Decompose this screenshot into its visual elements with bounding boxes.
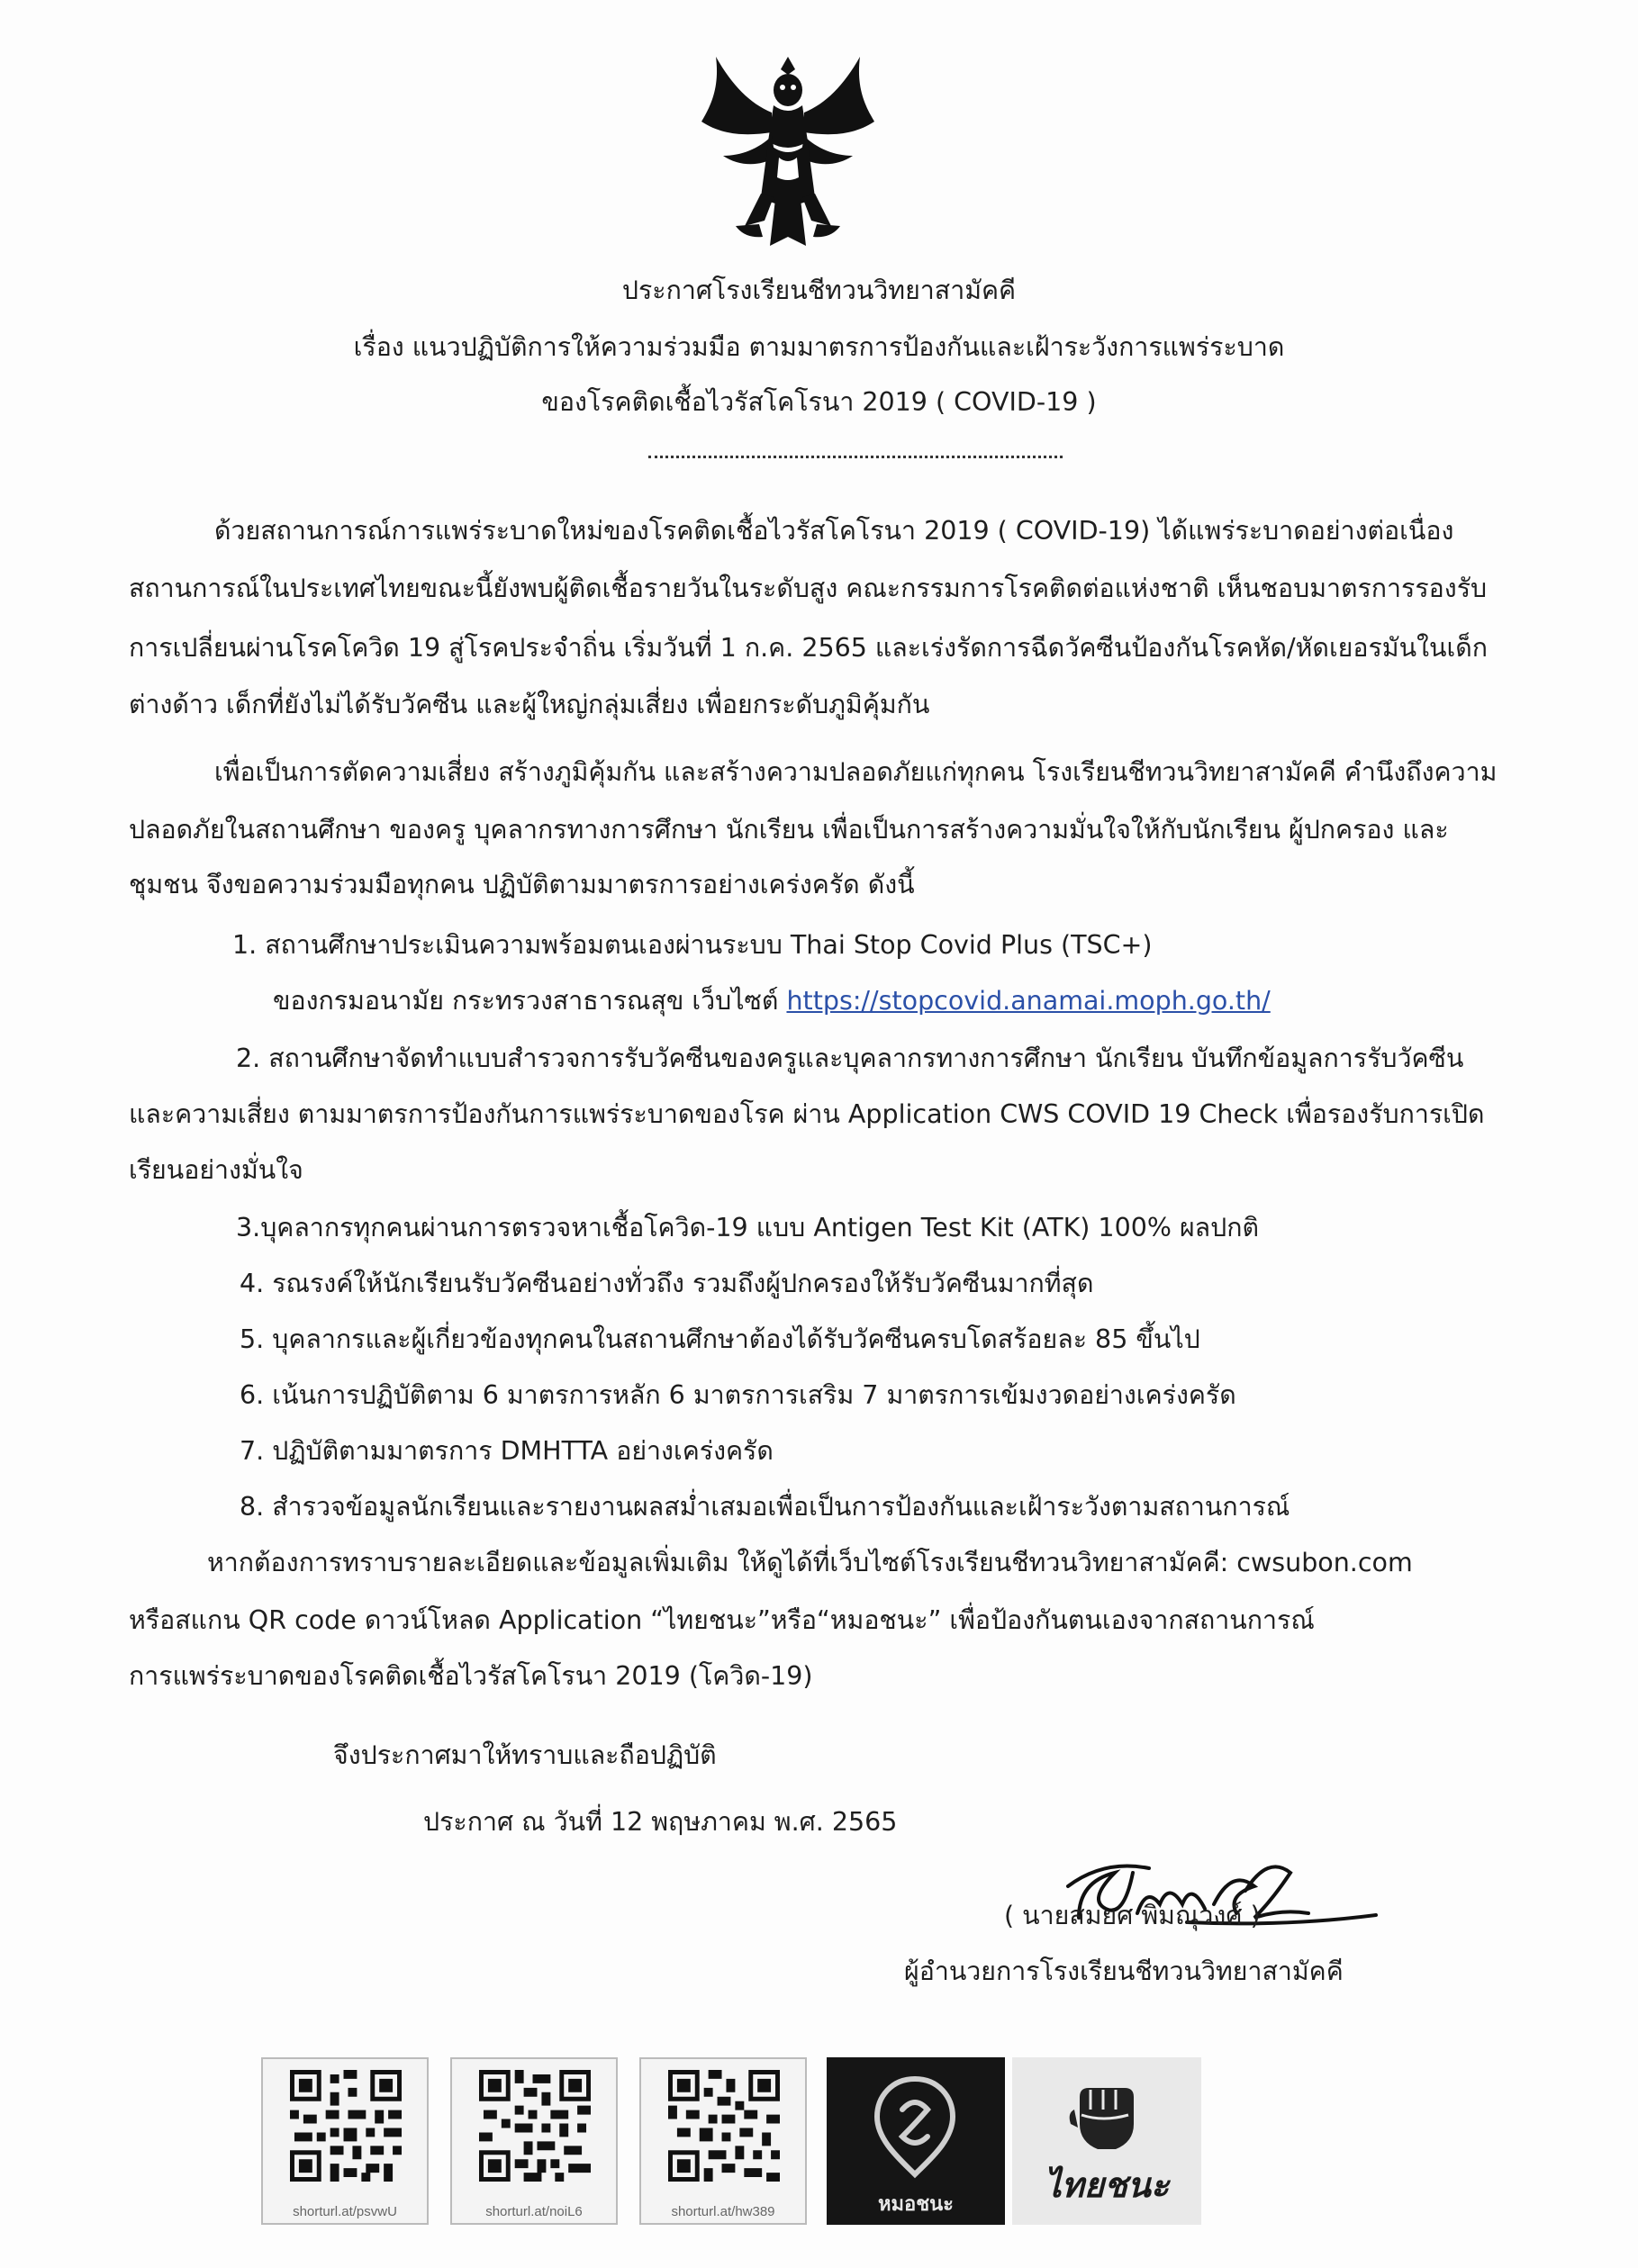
list-item-3: 3.บุคลากรทุกคนผ่านการตรวจหาเชื้อโควิด-19 แบบ Antigen Test Kit (ATK) 100% ผลปกติ: [236, 1213, 1259, 1242]
thai-chana-fist-icon: [1062, 2070, 1152, 2160]
thai-chana-app-logo[interactable]: [1012, 2057, 1201, 2225]
mor-chana-logo-icon: [870, 2074, 960, 2182]
qr-code-icon: [668, 2070, 780, 2182]
list-item-6: 6. เน้นการปฏิบัติตาม 6 มาตรการหลัก 6 มาตรการเสริม 7 มาตรการเข้มงวดอย่างเคร่งครัด: [240, 1380, 1236, 1410]
announce-text: จึงประกาศมาให้ทราบและถือปฏิบัติ: [333, 1740, 717, 1770]
mor-chana-label: หมอชนะ: [877, 2193, 954, 2216]
signer-title: ผู้อำนวยการโรงเรียนชีทวนวิทยาสามัคคี: [904, 1956, 1344, 1986]
qr-code-icon: [479, 2070, 591, 2182]
qr-code-1-caption: shorturl.at/psvwU: [293, 2204, 397, 2219]
qr-code-1[interactable]: [261, 2057, 429, 2225]
paragraph-3-line-1: หากต้องการทราบรายละเอียดและข้อมูลเพิ่มเติม ให้ดูได้ที่เว็บไซต์โรงเรียนชีทวนวิทยาสามัคคี: cwsubon.com: [207, 1548, 1413, 1577]
paragraph-1-line-4: ต่างด้าว เด็กที่ยังไม่ได้รับวัคซีน และผู้ใหญ่กลุ่มเสี่ยง เพื่อยกระดับภูมิคุ้มกัน: [129, 690, 930, 719]
list-item-8: 8. สำรวจข้อมูลนักเรียนและรายงานผลสม่ำเสมอเพื่อเป็นการป้องกันและเฝ้าระวังตามสถานการณ์: [240, 1492, 1290, 1522]
paragraph-2-line-1: เพื่อเป็นการตัดความเสี่ยง สร้างภูมิคุ้มกัน และสร้างความปลอดภัยแก่ทุกคน โรงเรียนชีทวนวิทยาสามัคคี คำนึงถึงความ: [214, 757, 1498, 787]
list-item-7: 7. ปฏิบัติตามมาตรการ DMHTTA อย่างเคร่งครัด: [240, 1436, 774, 1466]
signer-name: ( นายสมยศ พิมณุวงศ์ ): [1004, 1901, 1261, 1930]
list-item-2-line-2: และความเสี่ยง ตามมาตรการป้องกันการแพร่ระบาดของโรค ผ่าน Application CWS COVID 19 Check เพื่อรองรับการเปิด: [129, 1099, 1485, 1129]
subject-line-1: เรื่อง แนวปฏิบัติการให้ความร่วมมือ ตามมาตรการป้องกันและเฝ้าระวังการแพร่ระบาด: [353, 332, 1285, 362]
announcement-title: ประกาศโรงเรียนชีทวนวิทยาสามัคคี: [621, 276, 1017, 305]
paragraph-1-line-2: สถานการณ์ในประเทศไทยขณะนี้ยังพบผู้ติดเชื้อรายวันในระดับสูง คณะกรรมการโรคติดต่อแห่งชาติ เห็นชอบมาตรการรองรับ: [129, 574, 1488, 603]
mor-chana-app-logo[interactable]: [827, 2057, 1005, 2225]
list-item-5: 5. บุคลากรและผู้เกี่ยวข้องทุกคนในสถานศึกษาต้องได้รับวัคซีนครบโดสร้อยละ 85 ขึ้นไป: [240, 1324, 1200, 1354]
garuda-emblem-icon: [696, 50, 881, 257]
paragraph-3-line-2: หรือสแกน QR code ดาวน์โหลด Application “ไทยชนะ”หรือ“หมอชนะ” เพื่อป้องกันตนเองจากสถานการณ์: [129, 1605, 1315, 1635]
qr-code-icon: [290, 2070, 402, 2182]
list-item-2-line-3: เรียนอย่างมั่นใจ: [129, 1155, 303, 1185]
list-item-1: 1. สถานศึกษาประเมินความพร้อมตนเองผ่านระบบ Thai Stop Covid Plus (TSC+): [232, 930, 1153, 960]
stopcovid-link[interactable]: https://stopcovid.anamai.moph.go.th/: [786, 986, 1271, 1016]
qr-code-3-caption: shorturl.at/hw389: [671, 2204, 775, 2219]
list-item-2: 2. สถานศึกษาจัดทำแบบสำรวจการรับวัคซีนของครูและบุคลากรทางการศึกษา นักเรียน บันทึกข้อมูลการรับวัคซีน: [236, 1044, 1464, 1073]
subject-line-2: ของโรคติดเชื้อไวรัสโคโรนา 2019 ( COVID-19 ): [541, 387, 1097, 417]
thai-chana-label: ไทยชนะ: [1044, 2165, 1170, 2205]
paragraph-1-line-3: การเปลี่ยนผ่านโรคโควิด 19 สู่โรคประจำถิ่น เริ่มวันที่ 1 ก.ค. 2565 และเร่งรัดการฉีดวัคซีนป้องกันโรคหัด/หัดเยอรมันในเด็ก: [129, 633, 1488, 663]
announcement-date: ประกาศ ณ วันที่ 12 พฤษภาคม พ.ศ. 2565: [423, 1807, 898, 1837]
paragraph-2-line-2: ปลอดภัยในสถานศึกษา ของครู บุคลากรทางการศึกษา นักเรียน เพื่อเป็นการสร้างความมั่นใจให้กับนักเรียน ผู้ปกครอง และ: [129, 815, 1449, 845]
paragraph-2-line-3: ชุมชน จึงขอความร่วมมือทุกคน ปฏิบัติตามมาตรการอย่างเคร่งครัด ดังนี้: [129, 870, 915, 899]
paragraph-3-line-3: การแพร่ระบาดของโรคติดเชื้อไวรัสโคโรนา 2019 (โควิด-19): [129, 1661, 813, 1691]
list-item-4: 4. รณรงค์ให้นักเรียนรับวัคซีนอย่างทั่วถึง รวมถึงผู้ปกครองให้รับวัคซีนมากที่สุด: [240, 1269, 1094, 1298]
qr-code-2-caption: shorturl.at/noiL6: [485, 2204, 583, 2219]
list-item-1-prefix: ของกรมอนามัย กระทรวงสาธารณสุข เว็บไซต์: [273, 986, 787, 1016]
qr-code-3[interactable]: [639, 2057, 807, 2225]
dotted-divider: [648, 456, 1063, 458]
list-item-1-line-2: [273, 983, 1271, 1019]
paragraph-1-line-1: ด้วยสถานการณ์การแพร่ระบาดใหม่ของโรคติดเชื้อไวรัสโคโรนา 2019 ( COVID-19) ได้แพร่ระบาดอย่างต่อเนื่อง: [214, 516, 1454, 546]
qr-code-2[interactable]: [450, 2057, 618, 2225]
